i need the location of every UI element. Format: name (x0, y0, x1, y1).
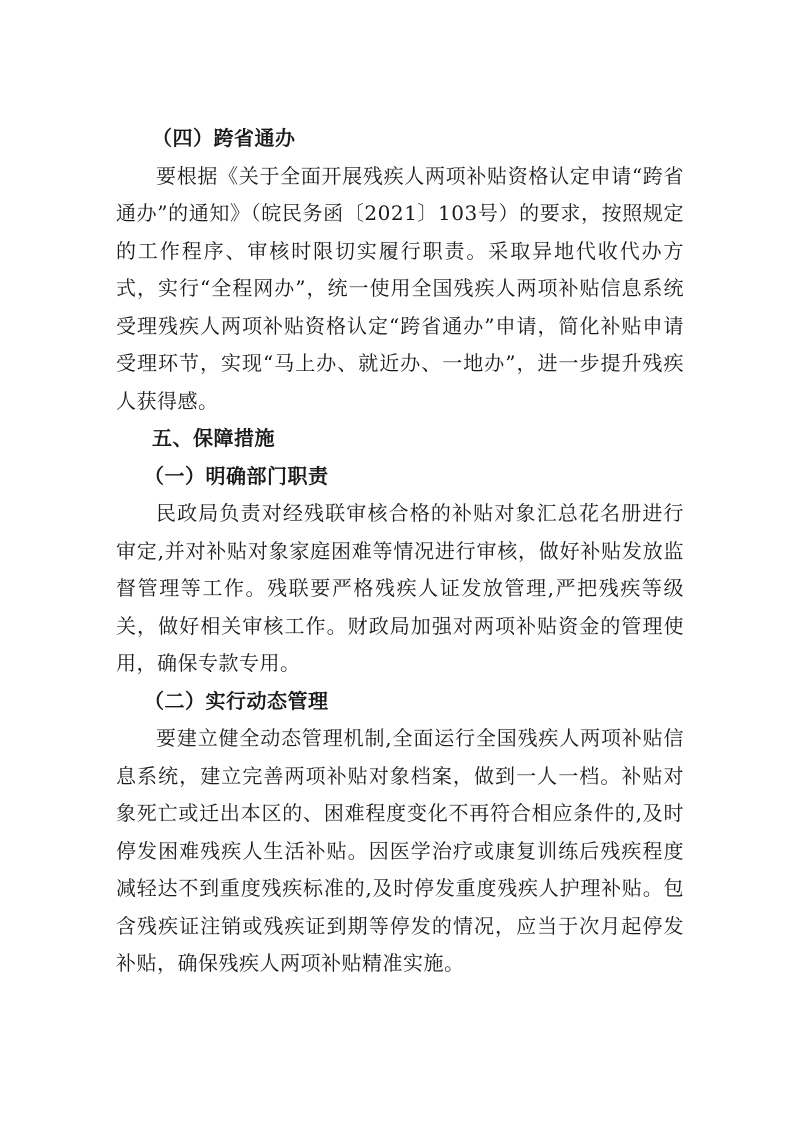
section-heading-responsibilities: （一）明确部门职责 (144, 463, 329, 488)
chapter-heading-safeguards: 五、保障措施 (152, 426, 275, 450)
document-body (116, 120, 684, 983)
section-heading-cross-province: （四）跨省通办 (152, 126, 296, 150)
paragraph-dynamic-management: 要建立健全动态管理机制,全面运行全国残疾人两项补贴信息系统，建立完善两项补贴对象档案，做到一人一档。补贴对象死亡或迁出本区的、困难程度变化不再符合相应条件的,及时停发困难残疾人生活补贴。因医学治疗或康复训练后残疾程度减轻达不到重度残疾标准的,及时停发重度残疾人护理补贴。包含残疾证注销或残疾证到期等停发的情况，应当于次月起停发补贴，确保残疾人两项补贴精准实施。 (116, 726, 684, 975)
section-heading-dynamic-management: （二）实行动态管理 (144, 688, 329, 713)
paragraph-responsibilities: 民政局负责对经残联审核合格的补贴对象汇总花名册进行审定,并对补贴对象家庭困难等情况进行审核，做好补贴发放监督管理等工作。残联要严格残疾人证发放管理,严把残疾等级关，做好相关审核工作。财政局加强对两项补贴资金的管理使用，确保专款专用。 (116, 501, 684, 675)
paragraph-cross-province: 要根据《关于全面开展残疾人两项补贴资格认定申请“跨省通办”的通知》（皖民务函〔2021〕103号）的要求，按照规定的工作程序、审核时限切实履行职责。采取异地代收代办方式，实行“全程网办”，统一使用全国残疾人两项补贴信息系统受理残疾人两项补贴资格认定“跨省通办”申请，简化补贴申请受理环节，实现“马上办、就近办、一地办”，进一步提升残疾人获得感。 (116, 163, 684, 413)
